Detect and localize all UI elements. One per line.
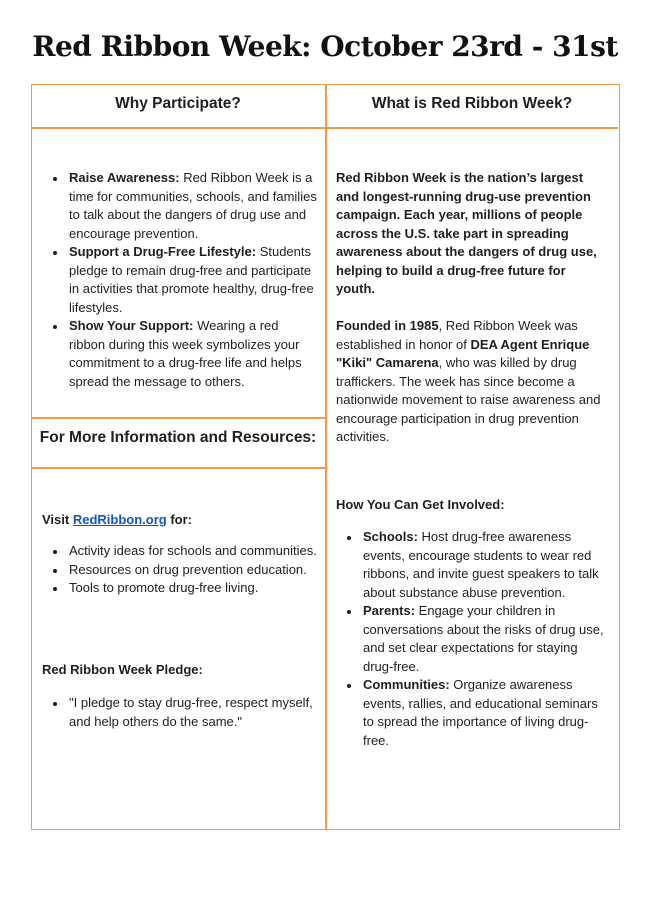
list-item: • Raise Awareness: Red Ribbon Week is a time for communities, schools, and families to talk about the dangers of drug use and encourage prevention.	[67, 169, 318, 243]
why-participate-header: Why Participate?	[115, 95, 241, 112]
why-participate-list	[42, 169, 318, 391]
pledge-text: • "I pledge to stay drug-free, respect myself, and help others do the same."	[67, 694, 318, 731]
resources-bottom-divider	[32, 467, 325, 469]
header-row-divider	[32, 127, 618, 129]
list-item: • Tools to promote drug-free living.	[67, 579, 318, 598]
resources-header: For More Information and Resources:	[39, 429, 317, 446]
list-item: • Resources on drug prevention education.	[67, 561, 318, 580]
what-is-header: What is Red Ribbon Week?	[371, 95, 573, 112]
campaign-intro: Red Ribbon Week is the nation’s largest and longest-running drug-use prevention campaign. Each year, millions of people across the U.S. take part in spreading awareness about the dangers of drug use, helping to build a drug-free future for youth.	[336, 170, 597, 296]
resources-list	[42, 542, 318, 598]
list-item: • Activity ideas for schools and communities.	[67, 542, 318, 561]
column-divider	[325, 85, 327, 829]
list-item: • Support a Drug-Free Lifestyle: Students pledge to remain drug-free and participate in activities that promote healthy, drug-free lifestyles.	[67, 243, 318, 317]
redribbon-link[interactable]: RedRibbon.org	[72, 512, 167, 527]
founded-paragraph: Founded in 1985, Red Ribbon Week was established in honor of DEA Agent Enrique "Kiki" Camarena, who was killed by drug traffickers. The week has since become a nationwide movement to raise awareness and encourage participation in drug prevention activities.	[336, 318, 601, 444]
list-item: • Show Your Support: Wearing a red ribbon during this week symbolizes your commitment to a drug-free life and helps spread the message to others.	[67, 317, 318, 391]
list-item: • Communities: Organize awareness events, rallies, and educational seminars to spread the importance of living drug-free.	[361, 676, 608, 750]
resources-top-divider	[32, 417, 325, 419]
get-involved-header: How You Can Get Involved:	[336, 497, 505, 512]
visit-line: Visit RedRibbon.org for:	[42, 512, 193, 527]
pledge-list	[42, 694, 318, 731]
list-item: • Schools: Host drug-free awareness events, encourage students to wear red ribbons, and invite guest speakers to talk about substance abuse prevention.	[361, 528, 608, 602]
list-item: • Parents: Engage your children in conversations about the risks of drug use, and set clear expectations for staying drug-free.	[361, 602, 608, 676]
pledge-header: Red Ribbon Week Pledge:	[42, 662, 203, 677]
get-involved-list	[336, 528, 608, 750]
page-title: Red Ribbon Week: October 23rd - 31st	[32, 30, 618, 63]
